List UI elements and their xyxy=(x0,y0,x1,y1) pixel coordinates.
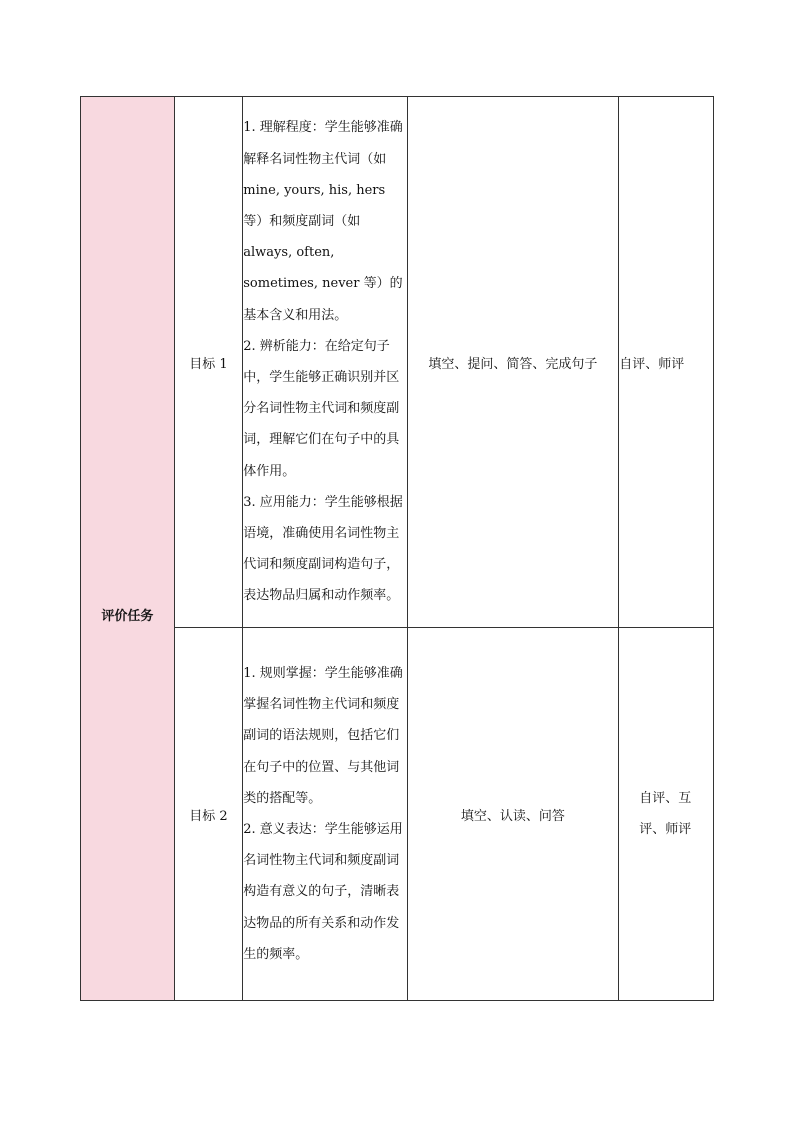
method-cell: 填空、认读、问答 xyxy=(407,628,619,1001)
description-item: 3. 应用能力：学生能够根据语境，准确使用名词性物主代词和频度副词构造句子，表达物品归属和动作频率。 xyxy=(243,494,403,604)
description-item: 1. 理解程度：学生能够准确解释名词性物主代词（如 mine, yours, his, hers 等）和频度副词（如 always, often, sometimes, never 等）的基本含义和用法。 xyxy=(243,120,403,323)
evaluation-cell: 自评、互评、师评 xyxy=(619,628,714,1001)
table-row xyxy=(81,628,714,1001)
description-item: 2. 辨析能力：在给定句子中，学生能够正确识别并区分名词性物主代词和频度副词，理解它们在句子中的具体作用。 xyxy=(243,338,400,479)
evaluation-table xyxy=(80,96,714,1001)
goal-cell: 目标 2 xyxy=(174,628,243,1001)
evaluation-cell: 自评、师评 xyxy=(619,97,714,628)
task-label: 评价任务 xyxy=(101,609,154,624)
description-cell xyxy=(243,628,407,1001)
description-cell xyxy=(243,97,407,628)
description-item: 2. 意义表达：学生能够运用名词性物主代词和频度副词构造有意义的句子，清晰表达物品的所有关系和动作发生的频率。 xyxy=(243,822,403,962)
goal-cell: 目标 1 xyxy=(174,97,243,628)
description-item: 1. 规则掌握：学生能够准确掌握名词性物主代词和频度副词的语法规则，包括它们在句子中的位置、与其他词类的搭配等。 xyxy=(243,665,403,806)
task-label-cell xyxy=(81,97,175,1001)
method-cell: 填空、提问、简答、完成句子 xyxy=(407,97,619,628)
table-row xyxy=(81,97,714,628)
